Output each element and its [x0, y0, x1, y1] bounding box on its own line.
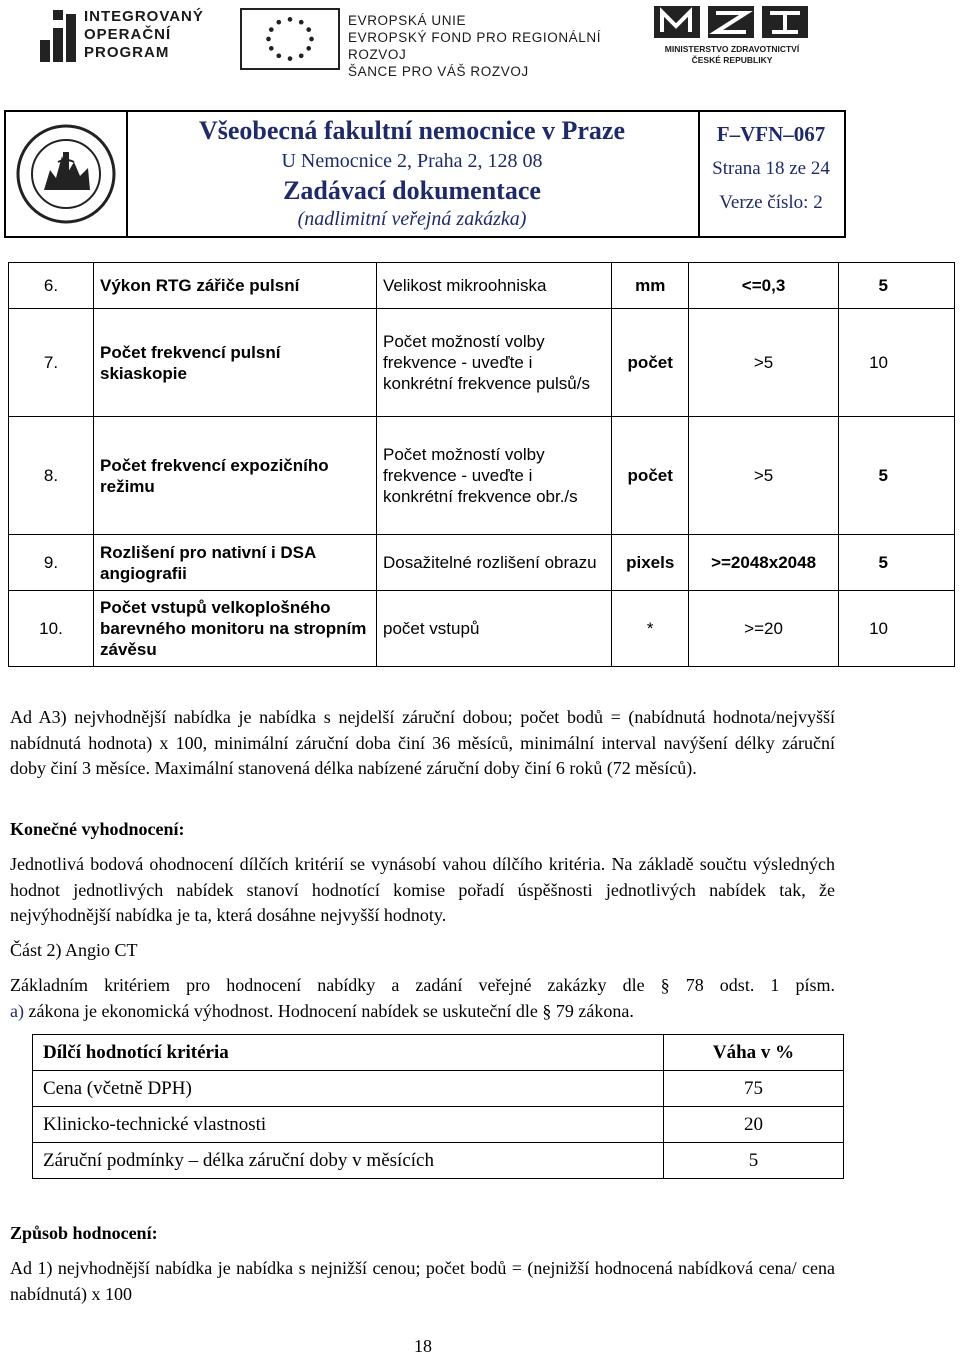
spec-row-unit: * — [612, 591, 689, 667]
final-evaluation-heading: Konečné vyhodnocení: — [10, 819, 185, 839]
eu-logo-line: EVROPSKÁ UNIE — [348, 13, 467, 28]
spec-row-name: Výkon RTG zářiče pulsní — [94, 263, 377, 309]
criterion-letter: a) — [10, 1001, 24, 1021]
spec-row-value: >5 — [689, 417, 838, 535]
ministry-logo — [652, 4, 812, 68]
criteria-row-weight: 5 — [664, 1143, 844, 1179]
spec-row-name: Počet frekvencí pulsní skiaskopie — [94, 309, 377, 417]
spec-row-number: 9. — [9, 535, 94, 591]
criteria-table — [32, 1034, 844, 1179]
hospital-seal-icon — [6, 112, 126, 236]
eu-logo-line: ŠANCE PRO VÁŠ ROZVOJ — [348, 64, 529, 79]
criteria-row-name: Klinicko-technické vlastnosti — [33, 1107, 664, 1143]
final-evaluation-text: Jednotlivá bodová ohodnocení dílčích kritérií se vynásobí vahou dílčího kritéria. Na základě součtu výsledných hodnot jednotlivých nabídek stanoví hodnotící komise pořadí úspěšnosti jednotlivých nabídek tak, že nejvýhodnější nabídka je ta, která dosáhne nejvyšší hodnoty. — [10, 854, 835, 925]
document-header — [4, 110, 846, 238]
document-subtitle: (nadlimitní veřejná zakázka) — [297, 208, 527, 230]
eu-flag-icon — [240, 8, 340, 70]
institution-name: Všeobecná fakultní nemocnice v Praze — [198, 116, 626, 145]
spec-row-number: 10. — [9, 591, 94, 667]
spec-row — [9, 263, 955, 309]
iop-logo-line: OPERAČNÍ — [84, 26, 172, 43]
eu-logo-line: EVROPSKÝ FOND PRO REGIONÁLNÍ ROZVOJ — [348, 30, 602, 62]
hospital-seal-cell — [6, 112, 128, 236]
spec-row-name: Počet vstupů velkoplošného barevného monitoru na stropním závěsu — [94, 591, 377, 667]
spec-row-value: >=20 — [689, 591, 838, 667]
ministry-logo-line: MINISTERSTVO ZDRAVOTNICTVÍ — [664, 44, 800, 54]
criteria-header-name: Dílčí hodnotící kritéria — [33, 1035, 664, 1071]
iop-logo-mark — [40, 10, 76, 62]
spec-table — [8, 262, 955, 667]
spec-row-unit: mm — [612, 263, 689, 309]
criteria-row-weight: 20 — [664, 1107, 844, 1143]
ministry-logo-line: ČESKÉ REPUBLIKY — [691, 55, 773, 65]
eu-logo — [240, 6, 640, 79]
spec-row-weight: 5 — [838, 263, 954, 309]
spec-row-description: počet vstupů — [377, 591, 612, 667]
method-heading: Způsob hodnocení: — [10, 1223, 158, 1243]
iop-logo — [40, 6, 220, 66]
institution-address: U Nemocnice 2, Praha 2, 128 08 — [281, 150, 543, 172]
spec-row-description: Dosažitelné rozlišení obrazu — [377, 535, 612, 591]
spec-row-value: <=0,3 — [689, 263, 838, 309]
spec-row-value: >=2048x2048 — [689, 535, 838, 591]
iop-logo-line: PROGRAM — [84, 44, 170, 61]
spec-row-unit: počet — [612, 417, 689, 535]
spec-row-description: Počet možností volby frekvence - uveďte i konkrétní frekvence obr./s — [377, 417, 612, 535]
criterion-line-1: Základním kritériem pro hodnocení nabídky a zadání veřejné zakázky dle § 78 odst. 1 písm. — [10, 975, 835, 995]
ministry-logo-mark — [652, 4, 812, 42]
criteria-row-name: Cena (včetně DPH) — [33, 1071, 664, 1107]
form-code: F–VFN–067 — [716, 122, 826, 146]
criterion-line-2 — [10, 999, 835, 1025]
spec-row-weight: 10 — [838, 591, 954, 667]
spec-row-unit: počet — [612, 309, 689, 417]
spec-row — [9, 591, 955, 667]
criteria-row-name: Záruční podmínky – délka záruční doby v měsících — [33, 1143, 664, 1179]
spec-row-unit: pixels — [612, 535, 689, 591]
criteria-header-weight: Váha v % — [664, 1035, 844, 1071]
ad1-text: Ad 1) nejvhodnější nabídka je nabídka s nejnižší cenou; počet bodů = (nejnižší hodnocená nabídková cena/ cena nabídnutá) x 100 — [10, 1258, 835, 1304]
criterion-line-2-text: zákona je ekonomická výhodnost. Hodnocení nabídek se uskuteční dle § 79 zákona. — [23, 1001, 634, 1021]
spec-row-description: Počet možností volby frekvence - uveďte i konkrétní frekvence pulsů/s — [377, 309, 612, 417]
spec-row-name: Počet frekvencí expozičního režimu — [94, 417, 377, 535]
iop-logo-line: INTEGROVANÝ — [84, 8, 204, 25]
page-counter: Strana 18 ze 24 — [712, 158, 830, 179]
spec-row-weight: 10 — [838, 309, 954, 417]
paragraph-a3: Ad A3) nejvhodnější nabídka je nabídka s nejdelší záruční dobou; počet bodů = (nabídnutá hodnota/nejvyšší nabídnutá hodnota) x 100, minimální záruční doba činí 36 měsíců, minimální interval navýšení délky záruční doby činí 3 měsíce. Maximální stanovená délka nabízené záruční doby činí 6 roků (72 měsíců). — [10, 707, 835, 778]
criteria-header-row — [33, 1035, 844, 1071]
spec-row — [9, 417, 955, 535]
spec-row-name: Rozlišení pro nativní i DSA angiografii — [94, 535, 377, 591]
spec-row-value: >5 — [689, 309, 838, 417]
criteria-row-weight: 75 — [664, 1071, 844, 1107]
criteria-row — [33, 1107, 844, 1143]
spec-row-number: 7. — [9, 309, 94, 417]
spec-row-weight: 5 — [838, 535, 954, 591]
criteria-row — [33, 1071, 844, 1107]
spec-row-number: 6. — [9, 263, 94, 309]
page-number: 18 — [414, 1336, 432, 1356]
version-label: Verze číslo: 2 — [719, 192, 823, 213]
spec-row — [9, 309, 955, 417]
spec-row-description: Velikost mikroohniska — [377, 263, 612, 309]
spec-row-weight: 5 — [838, 417, 954, 535]
spec-row — [9, 535, 955, 591]
part2-title: Část 2) Angio CT — [10, 940, 138, 960]
spec-row-number: 8. — [9, 417, 94, 535]
document-title: Zadávací dokumentace — [283, 176, 541, 205]
criteria-row — [33, 1143, 844, 1179]
